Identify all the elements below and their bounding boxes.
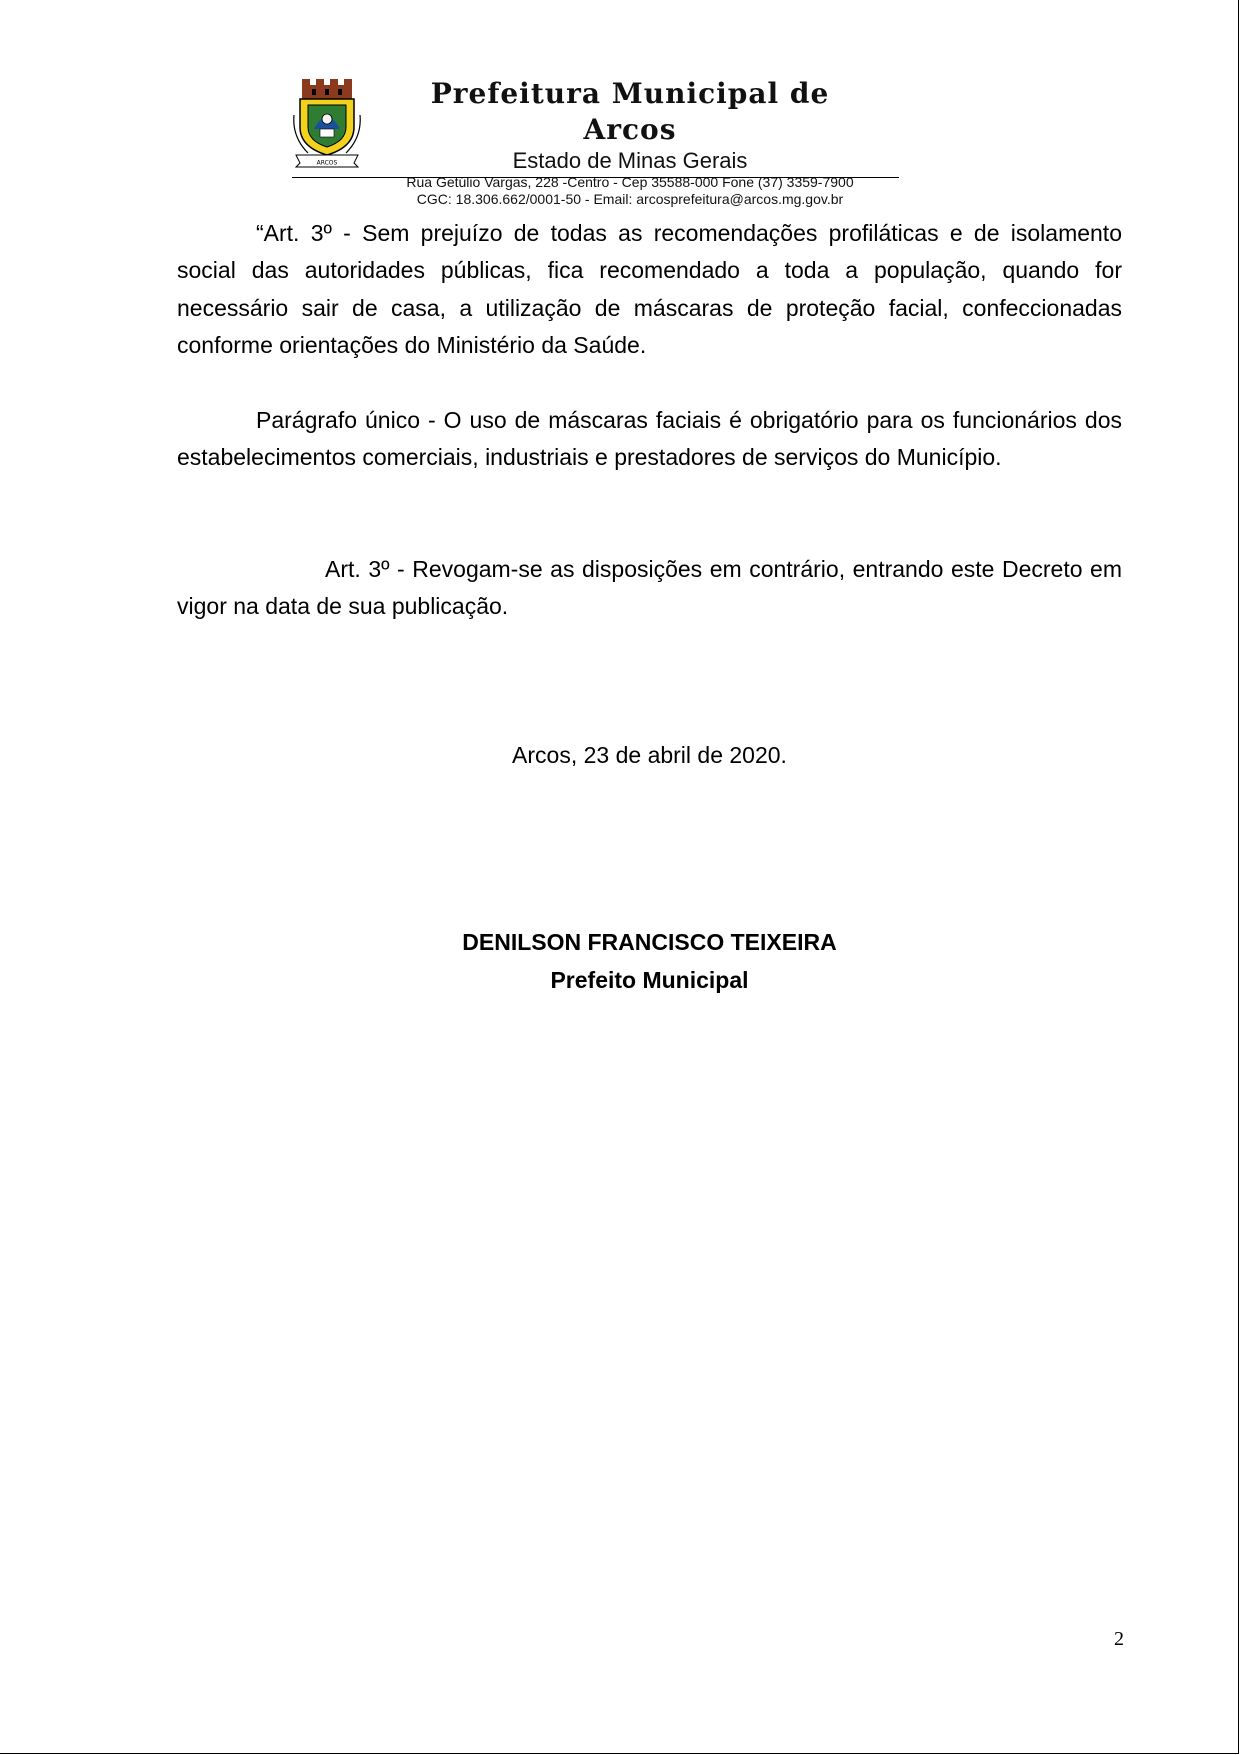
page-number: 2 xyxy=(1114,1628,1124,1650)
letterhead-title: Prefeitura Municipal de Arcos xyxy=(430,77,830,146)
svg-text:ARCOS: ARCOS xyxy=(316,159,338,167)
letterhead-divider xyxy=(292,177,899,178)
article-paragraph: “Art. 3º - Sem prejuízo de todas as recomendações profiláticas e de isolamento social das autoridades públicas, fica recomendado a toda a população, quando for necessário sair de casa, a utilização de máscaras de proteção facial, confeccionadas conforme orientações do Ministério da Saúde. xyxy=(177,220,1122,359)
letterhead-contact: CGC: 18.306.662/0001-50 - Email: arcosprefeitura@arcos.mg.gov.br xyxy=(416,191,844,207)
signatory-title: Prefeito Municipal xyxy=(550,967,749,993)
letterhead-address: Rua Getúlio Vargas, 228 -Centro - Cep 35588-000 Fone (37) 3359-7900 xyxy=(406,174,854,190)
sole-paragraph: Parágrafo único - O uso de máscaras faciais é obrigatório para os funcionários dos estabelecimentos comerciais, industriais e prestadores de serviços do Município. xyxy=(177,407,1122,471)
letterhead xyxy=(380,76,880,208)
letterhead-state: Estado de Minas Gerais xyxy=(512,148,748,173)
coat-of-arms-icon xyxy=(290,75,364,169)
signatory-name: DENILSON FRANCISCO TEIXEIRA xyxy=(462,929,837,955)
revocation-paragraph: Art. 3º - Revogam-se as disposições em contrário, entrando este Decreto em vigor na data de sua publicação. xyxy=(177,556,1122,620)
date-line: Arcos, 23 de abril de 2020. xyxy=(512,742,787,768)
